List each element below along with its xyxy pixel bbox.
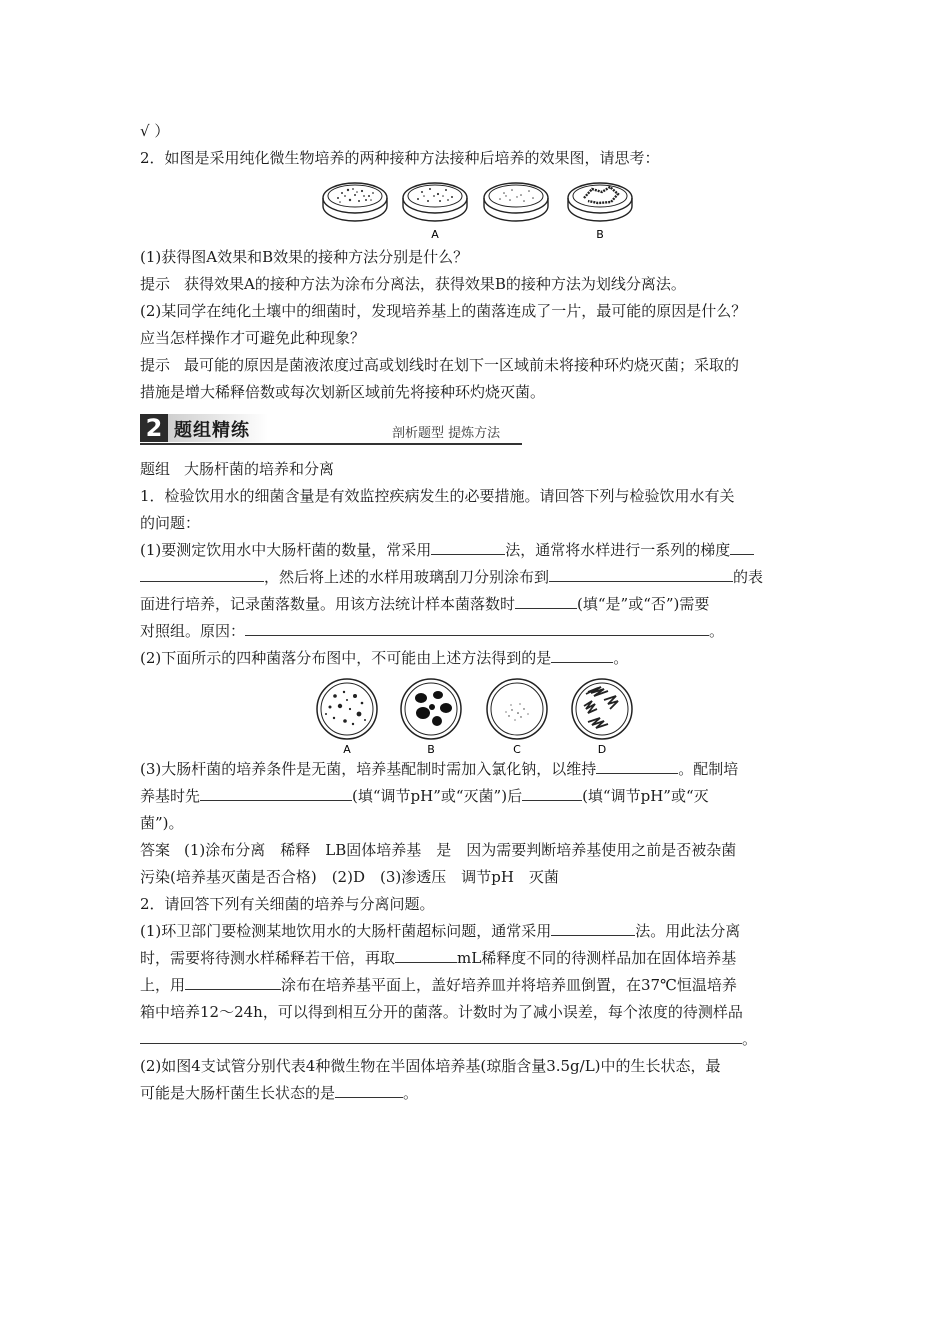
q2-part1-hint: 提示 获得效果A的接种方法为涂布分离法，获得效果B的接种方法为划线分离法。: [140, 275, 686, 293]
section-number: 2: [140, 414, 168, 442]
q2-part2-hint-line1: 提示 最可能的原因是菌液浓度过高或划线时在划下一区域前未将接种环灼烧灭菌；采取的: [140, 356, 740, 374]
fig1-label-a: A: [431, 228, 439, 241]
e2-line7: (2)如图4支试管分别代表4种微生物在半固体培养基(琼脂含量3.5g/L)中的生长状态，最: [140, 1057, 721, 1075]
e1-line3: (1)要测定饮用水中大肠杆菌的数量，常采用 法，通常将水样进行一系列的梯度: [140, 537, 820, 564]
e1-line7: (2)下面所示的四种菌落分布图中，不可能由上述方法得到的是 。: [140, 649, 629, 667]
group-heading: 题组 大肠杆菌的培养和分离: [140, 460, 335, 478]
section-title: 题组精练: [174, 420, 250, 441]
section-subtitle: 剖析题型 提炼方法: [392, 426, 501, 441]
q2-intro: 2．如图是采用纯化微生物培养的两种接种方法接种后培养的效果图，请思考：: [140, 149, 660, 167]
fig2-label-d: D: [597, 743, 607, 756]
petri-dish-3: [484, 183, 548, 221]
fig2-label-a: A: [343, 743, 351, 756]
e2-line6: 。: [140, 1026, 820, 1053]
petri-dish-4: [568, 183, 632, 221]
e2-line8: 可能是大肠杆菌生长状态的是 。: [140, 1084, 419, 1102]
e1-line5: 面进行培养，记录菌落数量。用该方法统计样本菌落数时 (填“是”或“否”)需要: [140, 595, 710, 613]
e2-line3: 时，需要将待测水样稀释若干倍，再取 mL稀释度不同的待测样品加在固体培养基: [140, 949, 737, 967]
q2-part2-line1: (2)某同学在纯化土壤中的细菌时，发现培养基上的菌落连成了一片，最可能的原因是什么？: [140, 302, 747, 320]
colony-plate-c: [487, 679, 547, 739]
e1-answer-line2: 污染(培养基灭菌是否合格) (2)D (3)渗透压 调节pH 灭菌: [140, 868, 559, 886]
fig2-label-c: C: [513, 743, 521, 756]
e1-line4: ，然后将上述的水样用玻璃刮刀分别涂布到 的表: [140, 564, 820, 591]
colony-figure: [140, 676, 820, 756]
plates-figure: [140, 176, 820, 244]
e2-line4: 上，用 涂布在培养基平面上，盖好培养皿并将培养皿倒置，在37℃恒温培养: [140, 976, 737, 994]
e2-line5: 箱中培养12～24h，可以得到相互分开的菌落。计数时为了减小误差，每个浓度的待测样品: [140, 1003, 743, 1021]
e1-line6: 对照组。原因： 。: [140, 622, 725, 640]
q2-part2-line2: 应当怎样操作才可避免此种现象？: [140, 329, 366, 347]
prev-answer-tail: √ ）: [140, 122, 170, 140]
colony-plate-a: [317, 679, 377, 739]
e1-line10: 菌”)。: [140, 814, 184, 832]
petri-dish-1: [323, 183, 387, 221]
e1-line9: 养基时先 (填“调节pH”或“灭菌”)后 (填“调节pH”或“灭: [140, 787, 709, 805]
fig2-label-b: B: [427, 743, 435, 756]
e1-line2: 的问题：: [140, 514, 201, 532]
fig1-label-b: B: [596, 228, 604, 241]
e1-line8: (3)大肠杆菌的培养条件是无菌，培养基配制时需加入氯化钠，以维持 。配制培: [140, 760, 739, 778]
q2-part2-hint-line2: 措施是增大稀释倍数或每次划新区域前先将接种环灼烧灭菌。: [140, 383, 546, 401]
e1-line1: 1．检验饮用水的细菌含量是有效监控疾病发生的必要措施。请回答下列与检验饮用水有关: [140, 487, 735, 505]
petri-dish-2: [403, 183, 467, 221]
e1-answer-line1: 答案 (1)涂布分离 稀释 LB固体培养基 是 因为需要判断培养基使用之前是否被杂菌: [140, 841, 737, 859]
colony-plate-d: [572, 679, 632, 739]
document-page: [140, 118, 820, 1107]
section-banner: [140, 412, 820, 446]
q2-part1: (1)获得图A效果和B效果的接种方法分别是什么？: [140, 248, 469, 266]
e2-line2: (1)环卫部门要检测某地饮用水的大肠杆菌超标问题，通常采用 法。用此法分离: [140, 922, 741, 940]
e2-line1: 2．请回答下列有关细菌的培养与分离问题。: [140, 895, 435, 913]
